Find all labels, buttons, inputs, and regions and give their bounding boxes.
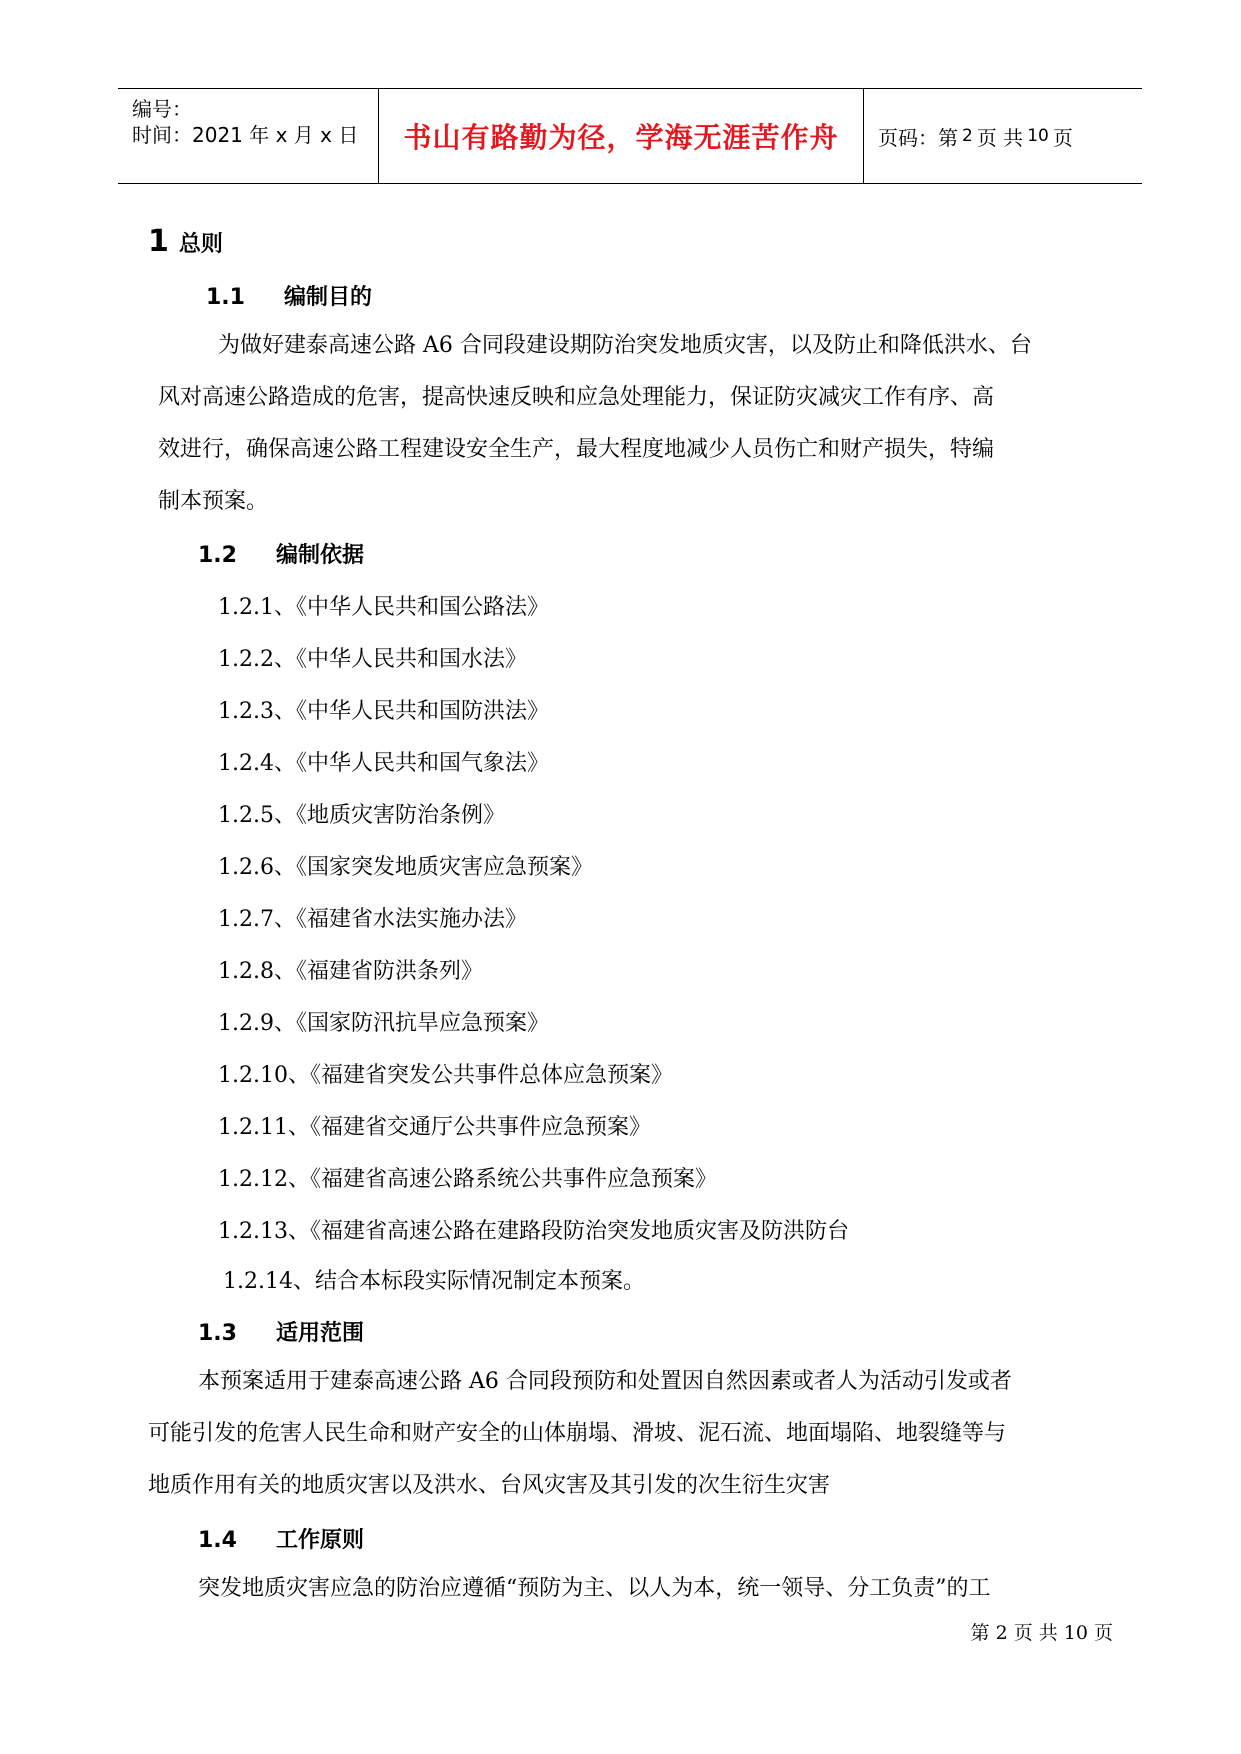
page-footer: 第 2 页 共 10 页	[970, 1622, 1113, 1644]
page-number: 2	[962, 126, 973, 146]
header-motto: 书山有路勤为径，学海无涯苦作舟	[403, 121, 839, 154]
subsection-number: 1.1	[206, 285, 245, 310]
subsection-number: 1.3	[198, 1321, 237, 1346]
subsection-heading-1-4	[198, 1523, 364, 1554]
paragraph-line: 风对高速公路造成的危害，提高快速反映和应急处理能力，保证防灾减灾工作有序、高	[158, 385, 995, 410]
subsection-number: 1.4	[198, 1528, 237, 1553]
paragraph-line: 制本预案。	[158, 489, 269, 514]
reference-item: 1.2.7、《福建省水法实施办法》	[218, 907, 527, 932]
paragraph-line: 本预案适用于建泰高速公路 A6 合同段预防和处置因自然因素或者人为活动引发或者	[198, 1369, 1012, 1394]
reference-item: 1.2.4、《中华人民共和国气象法》	[218, 751, 549, 776]
section-title: 总则	[178, 232, 223, 257]
subsection-heading-1-2	[198, 538, 364, 569]
reference-item: 1.2.9、《国家防汛抗旱应急预案》	[218, 1011, 549, 1036]
subsection-title: 适用范围	[276, 1321, 365, 1346]
reference-item: 1.2.13、《福建省高速公路在建路段防治突发地质灾害及防洪防台	[218, 1219, 849, 1244]
reference-item: 1.2.5、《地质灾害防治条例》	[218, 803, 505, 828]
reference-item: 1.2.12、《福建省高速公路系统公共事件应急预案》	[218, 1167, 717, 1192]
subsection-title: 编制目的	[284, 285, 373, 310]
reference-item: 1.2.14、结合本标段实际情况制定本预案。	[223, 1269, 645, 1294]
page-prefix: 页码：第	[878, 125, 958, 150]
header-page-cell	[864, 89, 1142, 183]
reference-item: 1.2.11、《福建省交通厅公共事件应急预案》	[218, 1115, 651, 1140]
paragraph-line: 为做好建泰高速公路 A6 合同段建设期防治突发地质灾害，以及防止和降低洪水、台	[218, 333, 1032, 358]
header-motto-cell	[379, 89, 864, 183]
subsection-title: 编制依据	[276, 543, 365, 568]
reference-item: 1.2.6、《国家突发地质灾害应急预案》	[218, 855, 593, 880]
page-total: 10	[1027, 126, 1049, 146]
reference-item: 1.2.1、《中华人民共和国公路法》	[218, 595, 549, 620]
subsection-title: 工作原则	[276, 1528, 365, 1553]
page-header	[118, 88, 1142, 184]
paragraph-line: 效进行，确保高速公路工程建设安全生产，最大程度地减少人员伤亡和财产损失，特编	[158, 437, 995, 462]
page-mid: 页 共	[976, 125, 1024, 150]
document-number-label: 编号：	[132, 97, 192, 121]
header-meta-cell	[118, 89, 379, 183]
section-heading-1	[148, 224, 223, 259]
document-time-label: 时间：2021 年 x 月 x 日	[132, 123, 359, 147]
reference-item: 1.2.8、《福建省防洪条列》	[218, 959, 483, 984]
page-suffix: 页	[1052, 125, 1073, 150]
reference-item: 1.2.3、《中华人民共和国防洪法》	[218, 699, 549, 724]
section-number: 1	[148, 224, 169, 259]
paragraph-line: 可能引发的危害人民生命和财产安全的山体崩塌、滑坡、泥石流、地面塌陷、地裂缝等与	[148, 1421, 1007, 1446]
subsection-heading-1-3	[198, 1316, 364, 1347]
paragraph-line: 突发地质灾害应急的防治应遵循“预防为主、以人为本，统一领导、分工负责”的工	[198, 1576, 991, 1601]
paragraph-line: 地质作用有关的地质灾害以及洪水、台风灾害及其引发的次生衍生灾害	[148, 1473, 831, 1498]
reference-item: 1.2.10、《福建省突发公共事件总体应急预案》	[218, 1063, 673, 1088]
subsection-heading-1-1	[206, 280, 372, 311]
reference-item: 1.2.2、《中华人民共和国水法》	[218, 647, 527, 672]
subsection-number: 1.2	[198, 543, 237, 568]
